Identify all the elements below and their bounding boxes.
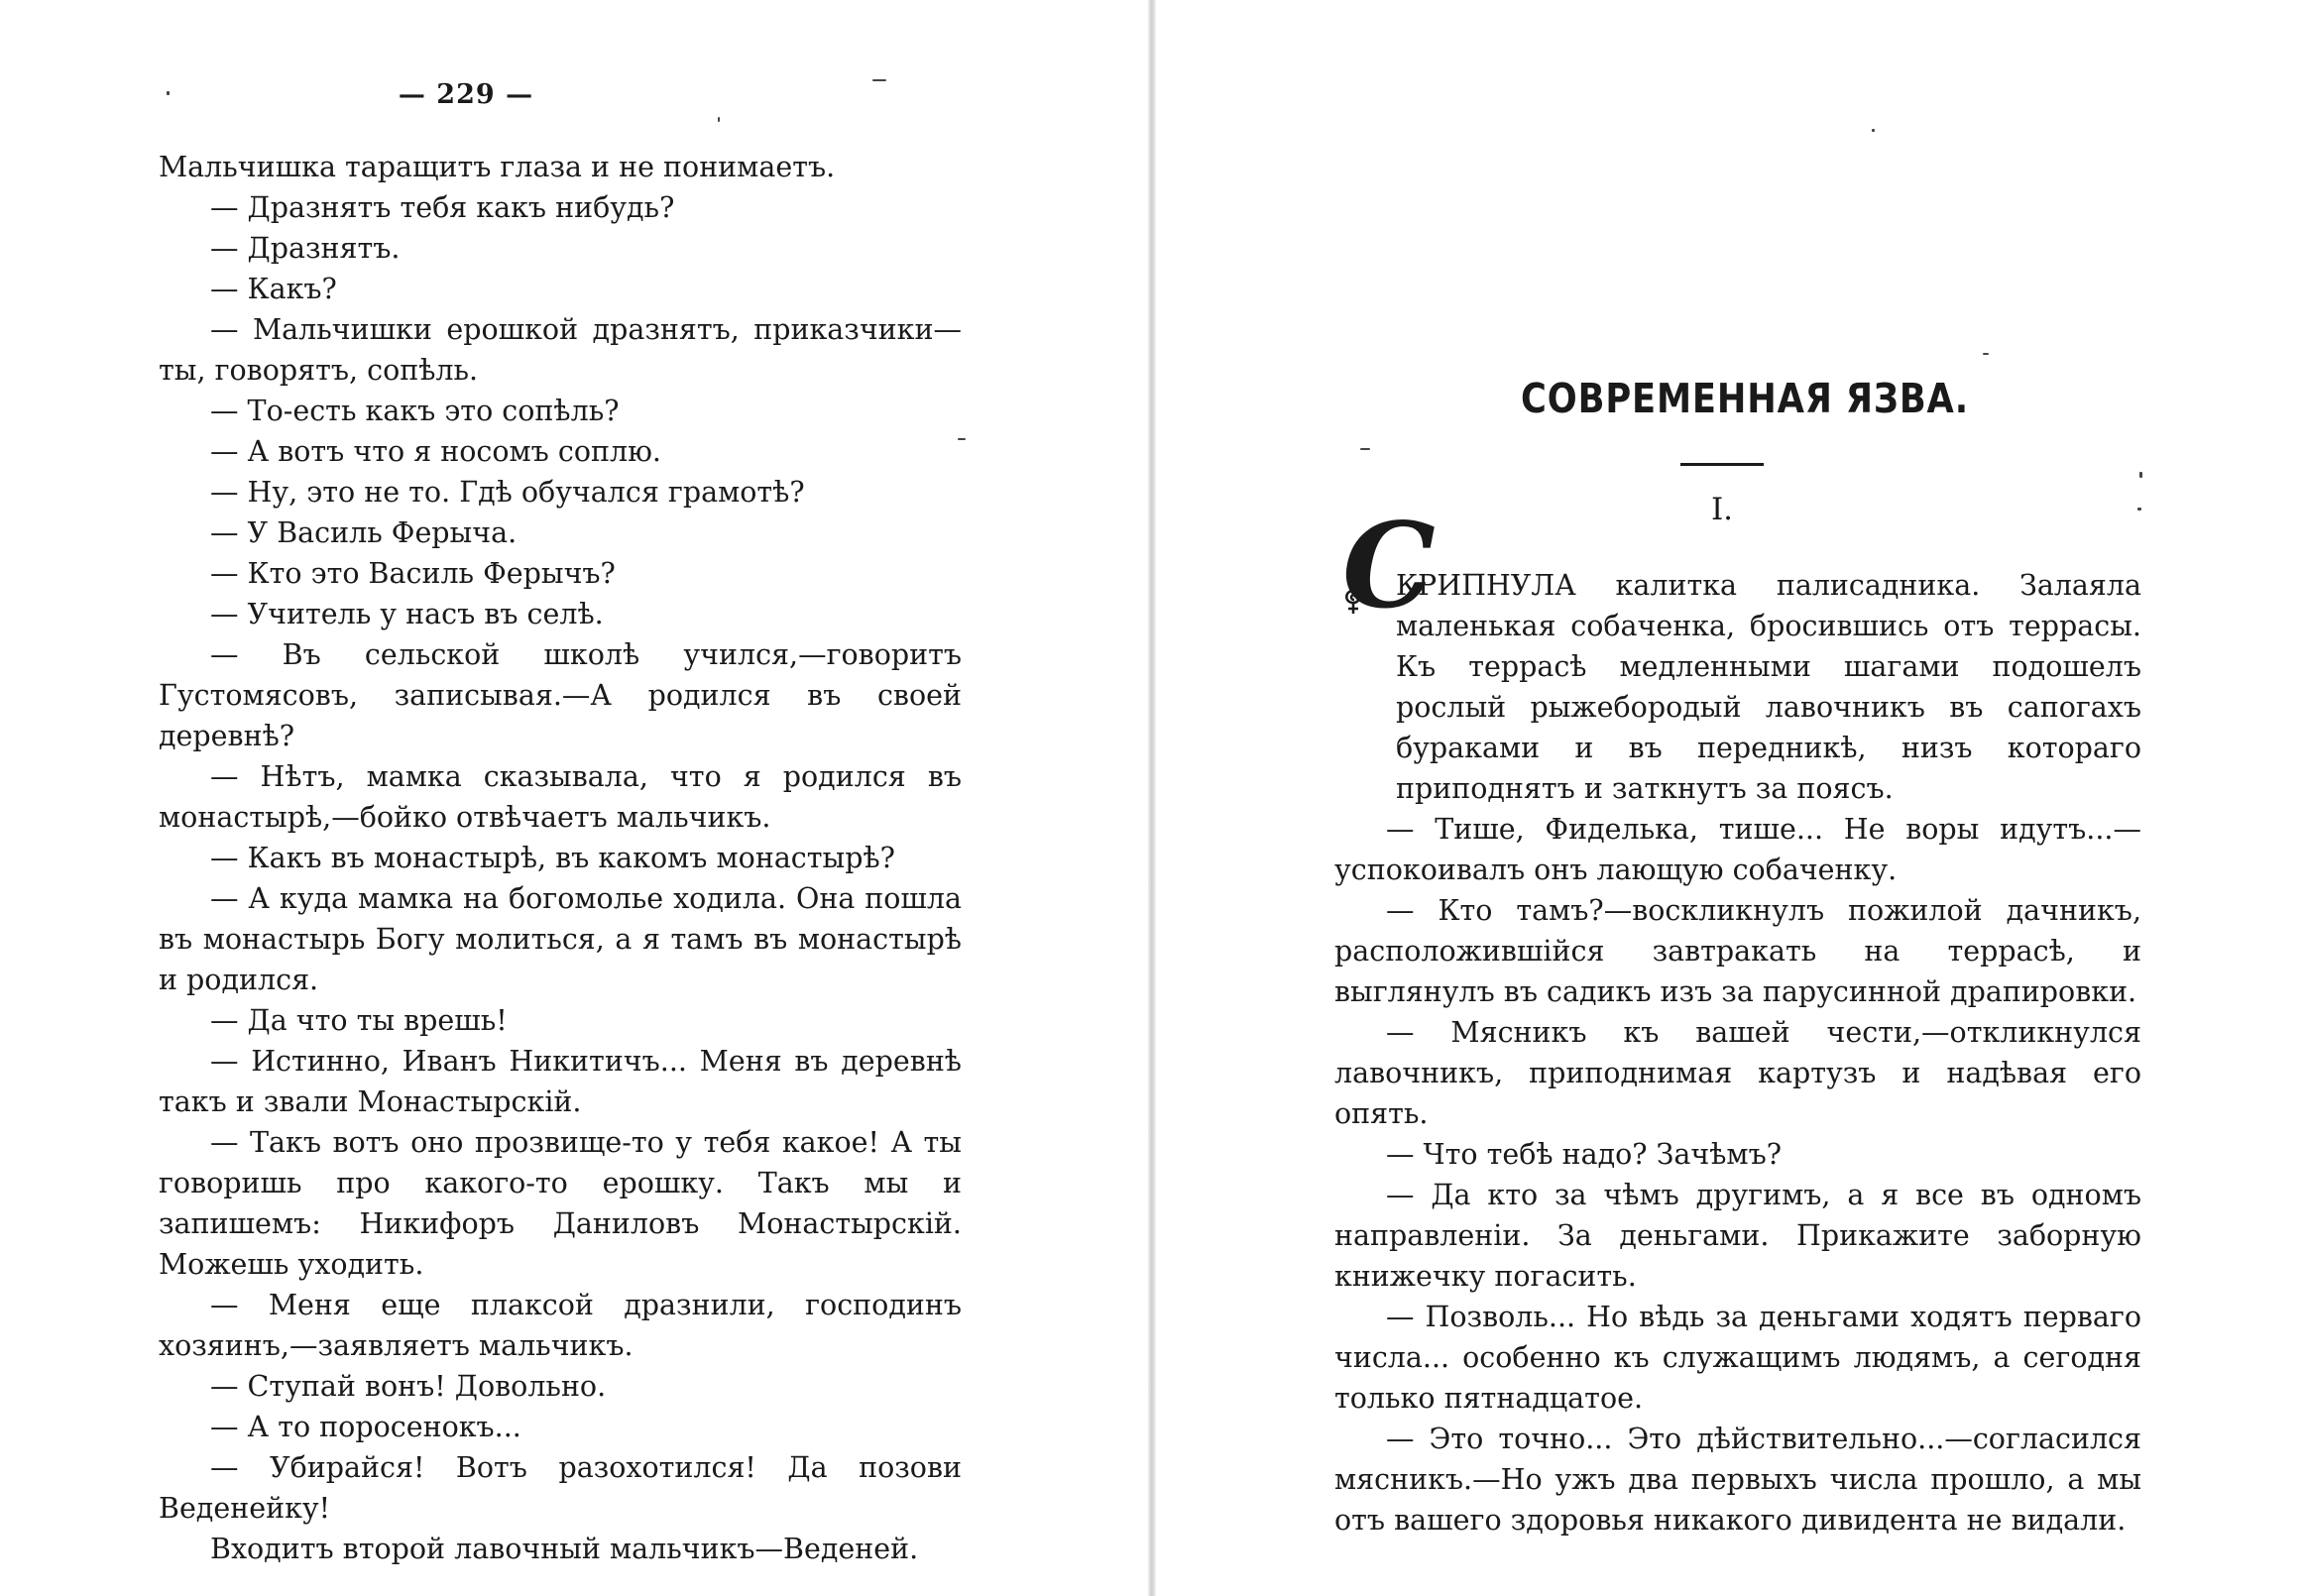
paragraph: — Такъ вотъ оно прозвище-то у тебя какое! А ты говоришь про какого-то ерошку. Такъ мы и запишемъ: Никифоръ Даниловъ Монастырскій. Можешь уходить.: [159, 1126, 962, 1281]
paragraph: — Ступай вонъ! Довольно.: [210, 1370, 607, 1403]
paragraph: — Нѣтъ, мамка сказывала, что я родился въ монастырѣ,—бойко отвѣчаетъ мальчикъ.: [159, 760, 962, 834]
chapter-title: СОВРЕМЕННАЯ ЯЗВА.: [1521, 375, 1969, 422]
paragraph: — Кто это Василь Ферычъ?: [210, 557, 616, 590]
paragraph: — Да что ты врешь!: [210, 1004, 508, 1037]
paragraph: — Ну, это не то. Гдѣ обучался грамотѣ?: [210, 476, 805, 509]
paragraph: — Убирайся! Вотъ разохотился! Да позови Веденейку!: [159, 1451, 962, 1525]
paragraph: — Позволь... Но вѣдь за деньгами ходятъ перваго числа... особенно къ служащимъ людямъ, а сегодня только пятнадцатое.: [1334, 1301, 2141, 1415]
book-gutter: [1148, 0, 1156, 1596]
chapter-number: I.: [1710, 492, 1734, 527]
print-speck: [2137, 508, 2141, 511]
print-speck: [1983, 353, 1989, 355]
paragraph: — А куда мамка на богомолье ходила. Она пошла въ монастырь Богу молиться, а я тамъ въ монастырѣ и родился.: [159, 882, 962, 996]
paragraph: — Кто тамъ?—воскликнулъ пожилой дачникъ, расположившійся завтракать на террасѣ, и выглянулъ въ садикъ изъ за парусинной драпировки.: [1334, 894, 2141, 1008]
paragraph: Мальчишка таращитъ глаза и не понимаетъ.: [159, 151, 836, 183]
paragraph: — Истинно, Иванъ Никитичъ... Меня въ деревнѣ такъ и звали Монастырскій.: [159, 1045, 962, 1118]
paragraph: — Да кто за чѣмъ другимъ, а я все въ одномъ направленіи. За деньгами. Прикажите заборную книжечку погасить.: [1334, 1179, 2141, 1293]
left-page: [0, 0, 1148, 1596]
page-number: — 229 —: [398, 79, 534, 110]
paragraph: — Что тебѣ надо? Зачѣмъ?: [1386, 1138, 1782, 1171]
first-paragraph: КРИПНУЛА калитка палисадника. Залаяла маленькая собаченка, бросившись отъ террасы. Къ террасѣ медленными шагами подошелъ рослый рыжебородый лавочникъ въ сапогахъ бураками и въ передникѣ, низъ котораго приподнятъ и заткнутъ за поясъ.: [1396, 569, 2141, 805]
paragraph: — А вотъ что я носомъ соплю.: [210, 435, 661, 468]
first-paragraph-wrap: [1334, 565, 2141, 809]
print-speck: [718, 117, 720, 122]
paragraph: — Какъ?: [210, 273, 337, 305]
right-page-text: [1334, 565, 2141, 1540]
paragraph: — Учитель у насъ въ селѣ.: [210, 598, 604, 630]
paragraph: — Какъ въ монастырѣ, въ какомъ монастырѣ?: [210, 842, 895, 874]
print-speck: [1872, 129, 1875, 132]
paragraph: — То-есть какъ это сопѣль?: [210, 395, 620, 427]
paragraph: — Мясникъ къ вашей чести,—откликнулся лавочникъ, приподнимая картузъ и надѣвая его опять.: [1334, 1016, 2141, 1130]
paragraph: — У Василь Ферыча.: [210, 516, 518, 549]
paragraph: — Меня еще плаксой дразнили, господинъ хозяинъ,—заявляетъ мальчикъ.: [159, 1289, 962, 1362]
paragraph: — Дразнятъ тебя какъ нибудь?: [210, 191, 675, 224]
paragraph: — А то поросенокъ...: [210, 1411, 521, 1443]
title-divider: [1680, 463, 1764, 466]
paragraph: Входитъ второй лавочный мальчикъ—Веденей.: [210, 1533, 919, 1565]
print-speck: [1360, 448, 1370, 450]
left-page-text: [159, 147, 962, 1569]
print-speck: [167, 91, 170, 95]
drop-cap: С: [1342, 497, 1436, 634]
print-speck: [872, 79, 886, 81]
paragraph: — Это точно... Это дѣйствительно...—согласился мясникъ.—Но ужъ два первыхъ числа прошло, а мы отъ вашего здоровья никакого дивидента не видали.: [1334, 1423, 2141, 1537]
paragraph: — Тише, Фиделька, тише... Не воры идутъ...—успокоивалъ онъ лающую собаченку.: [1334, 813, 2141, 886]
paragraph: — Мальчишки ерошкой дразнятъ, приказчики—ты, говорятъ, сопѣль.: [159, 313, 962, 387]
paragraph: — Въ сельской школѣ учился,—говоритъ Густомясовъ, записывая.—А родился въ своей деревнѣ?: [159, 638, 962, 752]
paragraph: — Дразнятъ.: [210, 232, 401, 265]
print-speck: [958, 438, 966, 440]
print-speck: [2139, 472, 2142, 478]
